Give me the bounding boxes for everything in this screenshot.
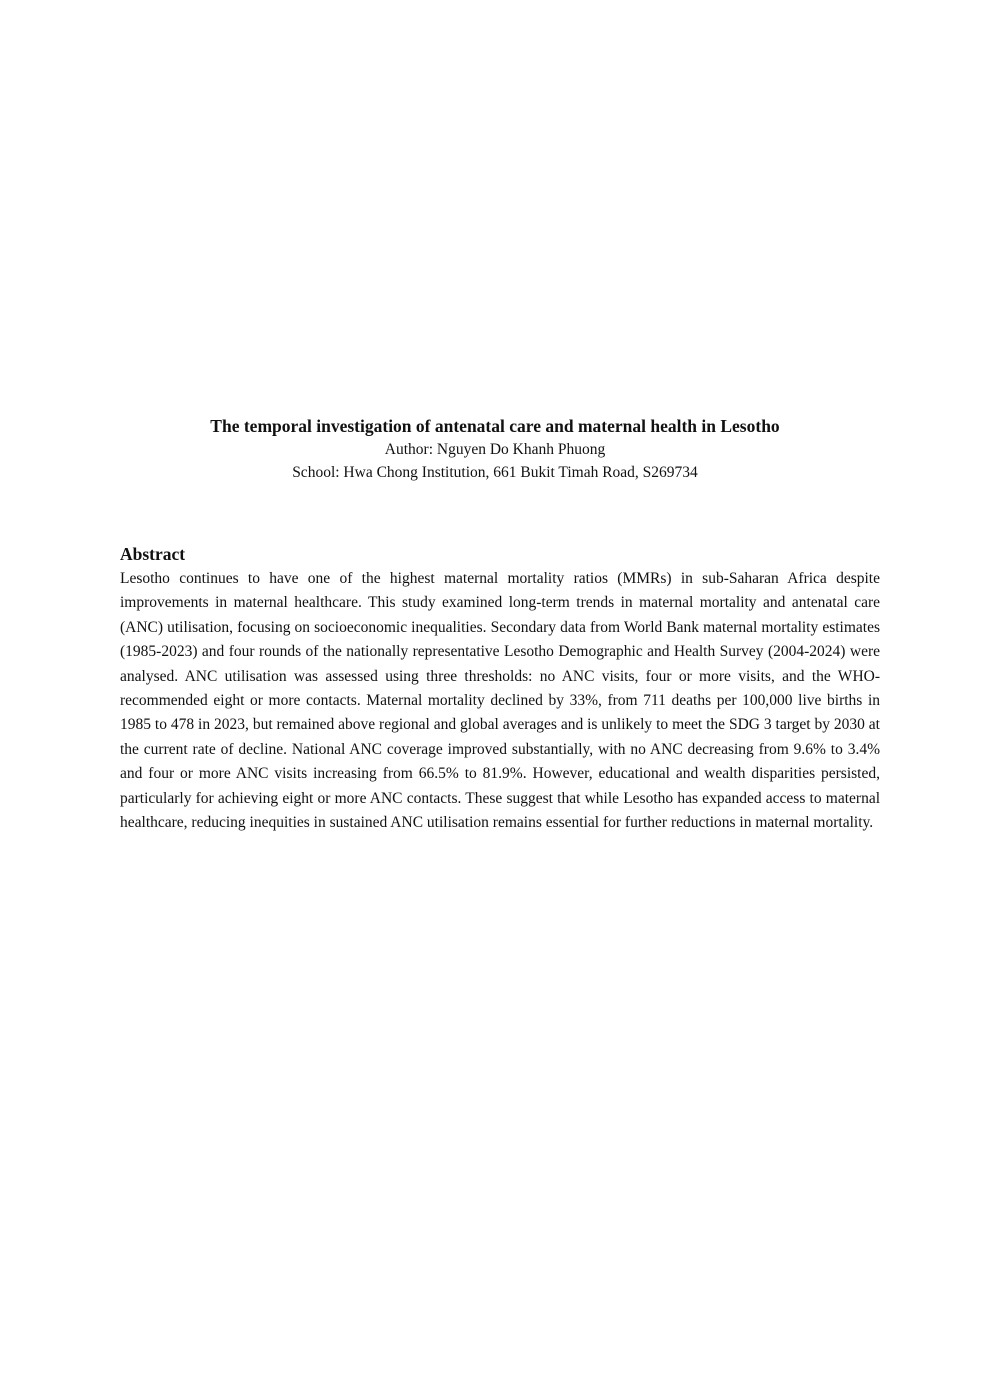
paper-title: The temporal investigation of antenatal care and maternal health in Lesotho [210,416,780,436]
school-line: School: Hwa Chong Institution, 661 Bukit Timah Road, S269734 [292,464,698,481]
abstract-body: Lesotho continues to have one of the highest maternal mortality ratios (MMRs) in sub-Saharan Africa despite improvements in maternal healthcare. This study examined long-term trends in maternal mortality and antenatal care (ANC) utilisation, focusing on socioeconomic inequalities. Secondary data from World Bank maternal mortality estimates (1985-2023) and four rounds of the nationally representative Lesotho Demographic and Health Survey (2004-2024) were analysed. ANC utilisation was assessed using three thresholds: no ANC visits, four or more visits, and the WHO-recommended eight or more contacts. Maternal mortality declined by 33%, from 711 deaths per 100,000 live births in 1985 to 478 in 2023, but remained above regional and global averages and is unlikely to meet the SDG 3 target by 2030 at the current rate of decline. National ANC coverage improved substantially, with no ANC decreasing from 9.6% to 3.4% and four or more ANC visits increasing from 66.5% to 81.9%. However, educational and wealth disparities persisted, particularly for achieving eight or more ANC contacts. These suggest that while Lesotho has expanded access to maternal healthcare, reducing inequities in sustained ANC utilisation remains essential for further reductions in maternal mortality. [120,570,880,832]
abstract-section [120,542,880,835]
paper-header [0,414,990,484]
abstract-heading: Abstract [120,544,186,564]
author-line: Author: Nguyen Do Khanh Phuong [384,441,606,458]
